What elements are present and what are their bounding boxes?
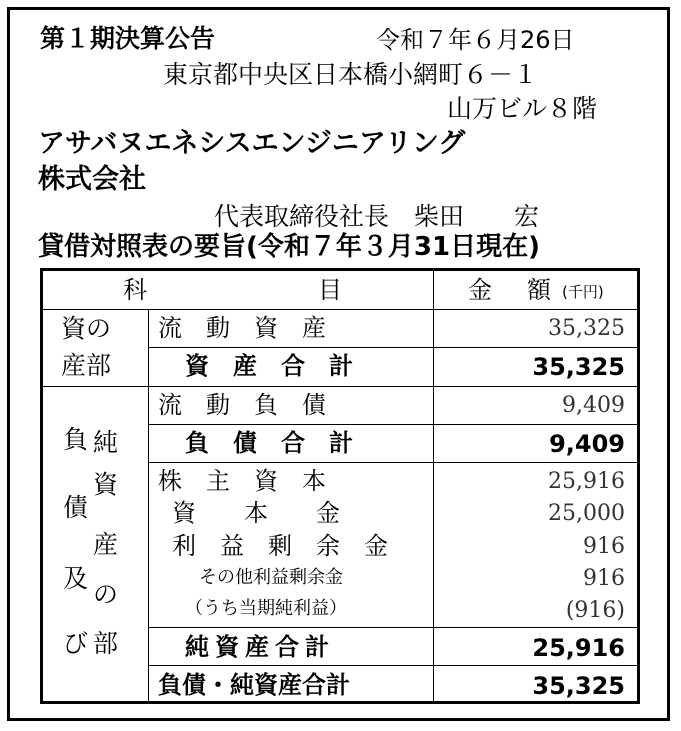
liabilities-category-char: の <box>93 580 119 609</box>
company-address-line1: 東京都中央区日本橋小網町６－１ <box>163 60 539 89</box>
row-divider <box>148 627 637 628</box>
column-divider-category <box>148 309 149 701</box>
row-label-capital-stock: 資 本 金 <box>172 499 340 527</box>
header-amount-char-1: 金 <box>468 276 492 304</box>
liabilities-category-char: 資 <box>93 470 119 499</box>
value-current-liabilities: 9,409 <box>562 393 625 418</box>
value-retained-earnings: 916 <box>583 534 625 559</box>
value-total-liabilities: 9,409 <box>549 430 625 458</box>
assets-category-line2: 産部 <box>61 351 112 380</box>
liabilities-category-char: 債 <box>63 493 89 522</box>
value-net-income: (916) <box>565 598 625 623</box>
balance-sheet-heading: 貸借対照表の要旨(令和７年３月31日現在) <box>38 232 540 262</box>
row-divider <box>148 424 637 425</box>
row-label-total-net-assets: 純資産合計 <box>185 633 335 661</box>
value-other-retained-earnings: 916 <box>583 566 625 591</box>
liabilities-category-char: び <box>63 629 89 658</box>
liabilities-category-char: 負 <box>63 425 89 454</box>
value-total-assets: 35,325 <box>532 353 625 381</box>
value-total-net-assets: 25,916 <box>532 634 625 662</box>
liabilities-category-char: 及 <box>63 564 89 593</box>
value-current-assets: 35,325 <box>548 316 625 341</box>
row-label-total-liabilities-net-assets: 負債・純資産合計 <box>158 671 350 699</box>
liabilities-category-char: 産 <box>93 530 119 559</box>
assets-section-divider <box>43 386 637 387</box>
value-capital-stock: 25,000 <box>548 501 625 526</box>
company-name-line1: アサバヌエネシスエンジニアリング <box>38 128 466 159</box>
row-divider <box>148 347 637 348</box>
header-divider <box>43 309 637 310</box>
row-label-current-liabilities: 流 動 負 債 <box>158 391 326 419</box>
row-label-total-liabilities: 負 債 合 計 <box>185 429 353 457</box>
row-label-current-assets: 流 動 資 産 <box>158 314 326 342</box>
header-subject-char-1: 科 <box>123 276 147 304</box>
balance-sheet-table <box>40 268 640 704</box>
representative: 代表取締役社長 柴田 宏 <box>214 202 540 231</box>
value-total-liabilities-net-assets: 35,325 <box>532 672 625 700</box>
header-unit: (千円) <box>562 283 604 301</box>
row-label-other-retained-earnings: その他利益剰余金 <box>199 567 343 588</box>
row-label-retained-earnings: 利 益 剰 余 金 <box>172 532 388 560</box>
value-shareholders-equity: 25,916 <box>548 469 625 494</box>
liabilities-category-char: 部 <box>93 629 119 658</box>
header-amount-char-2: 額 <box>527 276 551 304</box>
column-divider-amount <box>433 271 434 701</box>
liabilities-category-char: 純 <box>93 428 119 457</box>
notice-title: 第１期決算公告 <box>40 24 216 53</box>
row-divider <box>148 462 637 463</box>
company-address-line2: 山万ビル８階 <box>447 94 598 123</box>
assets-category-line1: 資の <box>61 314 112 343</box>
notice-date: 令和７年６月26日 <box>376 26 575 54</box>
row-divider <box>148 665 637 666</box>
header-subject-char-2: 目 <box>318 276 342 304</box>
row-label-total-assets: 資 産 合 計 <box>185 352 353 380</box>
row-label-net-income: （うち当期純利益） <box>185 598 347 619</box>
company-name-line2: 株式会社 <box>38 164 146 195</box>
row-label-shareholders-equity: 株 主 資 本 <box>158 467 326 495</box>
